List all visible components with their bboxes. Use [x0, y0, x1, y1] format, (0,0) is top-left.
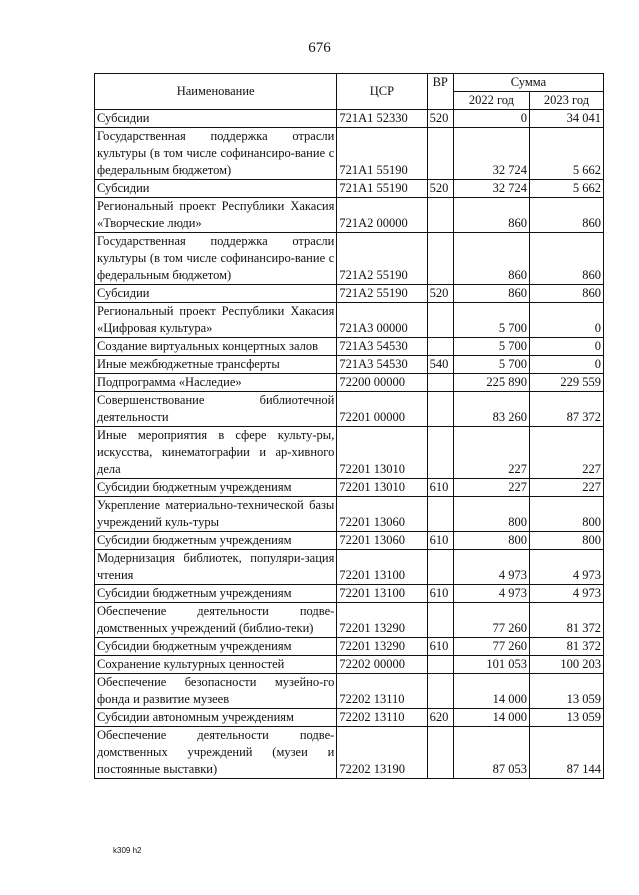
table-row	[95, 110, 604, 128]
row-2023: 34 041	[529, 110, 603, 128]
row-name: Региональный проект Республики Хакасия «Цифровая культура»	[95, 303, 337, 338]
row-name: Обеспечение деятельности подве-домственных учреждений (музеи и постоянные выставки)	[95, 727, 337, 779]
row-2022: 860	[453, 285, 529, 303]
row-csr: 721А2 55190	[337, 233, 427, 285]
row-csr: 72200 00000	[337, 374, 427, 392]
table-row	[95, 303, 604, 338]
row-csr: 72201 13010	[337, 427, 427, 479]
row-2022: 860	[453, 198, 529, 233]
row-csr: 721А3 54530	[337, 356, 427, 374]
header-vr: ВР	[427, 74, 453, 110]
row-2023: 13 059	[529, 674, 603, 709]
row-vr	[427, 603, 453, 638]
row-2022: 227	[453, 479, 529, 497]
row-csr: 72201 13290	[337, 638, 427, 656]
row-name: Субсидии	[95, 110, 337, 128]
row-2022: 14 000	[453, 709, 529, 727]
table-row	[95, 727, 604, 779]
row-2023: 0	[529, 338, 603, 356]
table-row	[95, 656, 604, 674]
row-name: Совершенствование библиотечной деятельности	[95, 392, 337, 427]
row-vr	[427, 128, 453, 180]
row-csr: 72201 13100	[337, 585, 427, 603]
table-row	[95, 180, 604, 198]
row-vr	[427, 392, 453, 427]
row-2023: 4 973	[529, 585, 603, 603]
header-2023: 2023 год	[529, 92, 603, 110]
row-vr: 610	[427, 532, 453, 550]
row-name: Субсидии	[95, 285, 337, 303]
footer-code: k309 h2	[113, 846, 142, 855]
row-2022: 101 053	[453, 656, 529, 674]
row-csr: 72201 13010	[337, 479, 427, 497]
row-name: Иные межбюджетные трансферты	[95, 356, 337, 374]
row-vr: 610	[427, 585, 453, 603]
row-name: Субсидии бюджетным учреждениям	[95, 638, 337, 656]
row-name: Создание виртуальных концертных залов	[95, 338, 337, 356]
row-vr	[427, 497, 453, 532]
row-name: Субсидии	[95, 180, 337, 198]
table-row	[95, 532, 604, 550]
row-name: Модернизация библиотек, популяри-зация чтения	[95, 550, 337, 585]
row-2023: 860	[529, 285, 603, 303]
table-row	[95, 550, 604, 585]
row-csr: 721А2 55190	[337, 285, 427, 303]
row-vr	[427, 427, 453, 479]
row-csr: 721А3 00000	[337, 303, 427, 338]
table-header-row	[95, 74, 604, 92]
table-row	[95, 233, 604, 285]
row-2022: 32 724	[453, 180, 529, 198]
table-row	[95, 427, 604, 479]
budget-table	[94, 73, 604, 779]
row-csr: 72201 13060	[337, 532, 427, 550]
page-number: 676	[308, 40, 331, 56]
table-body	[95, 110, 604, 779]
row-2023: 860	[529, 198, 603, 233]
row-2022: 0	[453, 110, 529, 128]
row-2023: 0	[529, 356, 603, 374]
row-csr: 72202 13190	[337, 727, 427, 779]
row-vr: 520	[427, 180, 453, 198]
row-vr	[427, 727, 453, 779]
row-vr: 610	[427, 638, 453, 656]
row-vr	[427, 198, 453, 233]
table-row	[95, 356, 604, 374]
row-2022: 227	[453, 427, 529, 479]
row-2022: 5 700	[453, 356, 529, 374]
row-2022: 4 973	[453, 550, 529, 585]
row-vr: 520	[427, 110, 453, 128]
row-name: Сохранение культурных ценностей	[95, 656, 337, 674]
row-csr: 72202 00000	[337, 656, 427, 674]
row-csr: 721А3 54530	[337, 338, 427, 356]
row-csr: 72201 00000	[337, 392, 427, 427]
row-2023: 81 372	[529, 638, 603, 656]
row-vr: 610	[427, 479, 453, 497]
table-row	[95, 338, 604, 356]
row-name: Субсидии бюджетным учреждениям	[95, 479, 337, 497]
row-name: Обеспечение безопасности музейно-го фонда и развитие музеев	[95, 674, 337, 709]
row-vr: 620	[427, 709, 453, 727]
table-row	[95, 497, 604, 532]
row-2023: 13 059	[529, 709, 603, 727]
row-csr: 72201 13290	[337, 603, 427, 638]
row-2023: 229 559	[529, 374, 603, 392]
table-row	[95, 709, 604, 727]
row-2022: 860	[453, 233, 529, 285]
row-vr: 540	[427, 356, 453, 374]
row-name: Региональный проект Республики Хакасия «Творческие люди»	[95, 198, 337, 233]
header-csr: ЦСР	[337, 74, 427, 110]
row-csr: 721А1 52330	[337, 110, 427, 128]
table-row	[95, 585, 604, 603]
row-name: Иные мероприятия в сфере культу-ры, искусства, кинематографии и ар-хивного дела	[95, 427, 337, 479]
row-2023: 4 973	[529, 550, 603, 585]
row-vr	[427, 656, 453, 674]
row-2023: 227	[529, 427, 603, 479]
table-row	[95, 603, 604, 638]
row-name: Субсидии бюджетным учреждениям	[95, 532, 337, 550]
table-row	[95, 392, 604, 427]
row-name: Подпрограмма «Наследие»	[95, 374, 337, 392]
table-row	[95, 674, 604, 709]
row-2022: 5 700	[453, 338, 529, 356]
row-csr: 721А2 00000	[337, 198, 427, 233]
row-name: Государственная поддержка отрасли культуры (в том числе софинансиро-вание с федеральным бюджетом)	[95, 233, 337, 285]
row-csr: 72201 13100	[337, 550, 427, 585]
table-row	[95, 285, 604, 303]
row-2023: 227	[529, 479, 603, 497]
row-2022: 800	[453, 497, 529, 532]
row-2022: 77 260	[453, 603, 529, 638]
row-2022: 225 890	[453, 374, 529, 392]
row-2022: 87 053	[453, 727, 529, 779]
row-csr: 72201 13060	[337, 497, 427, 532]
row-2022: 4 973	[453, 585, 529, 603]
row-2023: 100 203	[529, 656, 603, 674]
row-csr: 721А1 55190	[337, 180, 427, 198]
row-2022: 83 260	[453, 392, 529, 427]
row-vr	[427, 674, 453, 709]
header-name: Наименование	[95, 74, 337, 110]
table-row	[95, 479, 604, 497]
row-name: Обеспечение деятельности подве-домственных учреждений (библио-теки)	[95, 603, 337, 638]
row-2023: 81 372	[529, 603, 603, 638]
table-row	[95, 198, 604, 233]
table-row	[95, 374, 604, 392]
row-name: Укрепление материально-технической базы учреждений куль-туры	[95, 497, 337, 532]
row-csr: 721А1 55190	[337, 128, 427, 180]
row-2023: 0	[529, 303, 603, 338]
row-2022: 77 260	[453, 638, 529, 656]
row-vr: 520	[427, 285, 453, 303]
row-2023: 800	[529, 532, 603, 550]
row-2023: 5 662	[529, 180, 603, 198]
row-vr	[427, 550, 453, 585]
row-2022: 32 724	[453, 128, 529, 180]
row-vr	[427, 303, 453, 338]
row-name: Государственная поддержка отрасли культуры (в том числе софинансиро-вание с федеральным бюджетом)	[95, 128, 337, 180]
row-vr	[427, 338, 453, 356]
header-2022: 2022 год	[453, 92, 529, 110]
row-2023: 5 662	[529, 128, 603, 180]
row-2023: 87 144	[529, 727, 603, 779]
row-2023: 860	[529, 233, 603, 285]
row-name: Субсидии автономным учреждениям	[95, 709, 337, 727]
row-2023: 87 372	[529, 392, 603, 427]
row-2023: 800	[529, 497, 603, 532]
row-2022: 5 700	[453, 303, 529, 338]
header-sum: Сумма	[453, 74, 603, 92]
row-name: Субсидии бюджетным учреждениям	[95, 585, 337, 603]
row-vr	[427, 233, 453, 285]
row-2022: 800	[453, 532, 529, 550]
table-row	[95, 128, 604, 180]
table-row	[95, 638, 604, 656]
row-csr: 72202 13110	[337, 674, 427, 709]
row-csr: 72202 13110	[337, 709, 427, 727]
row-2022: 14 000	[453, 674, 529, 709]
row-vr	[427, 374, 453, 392]
